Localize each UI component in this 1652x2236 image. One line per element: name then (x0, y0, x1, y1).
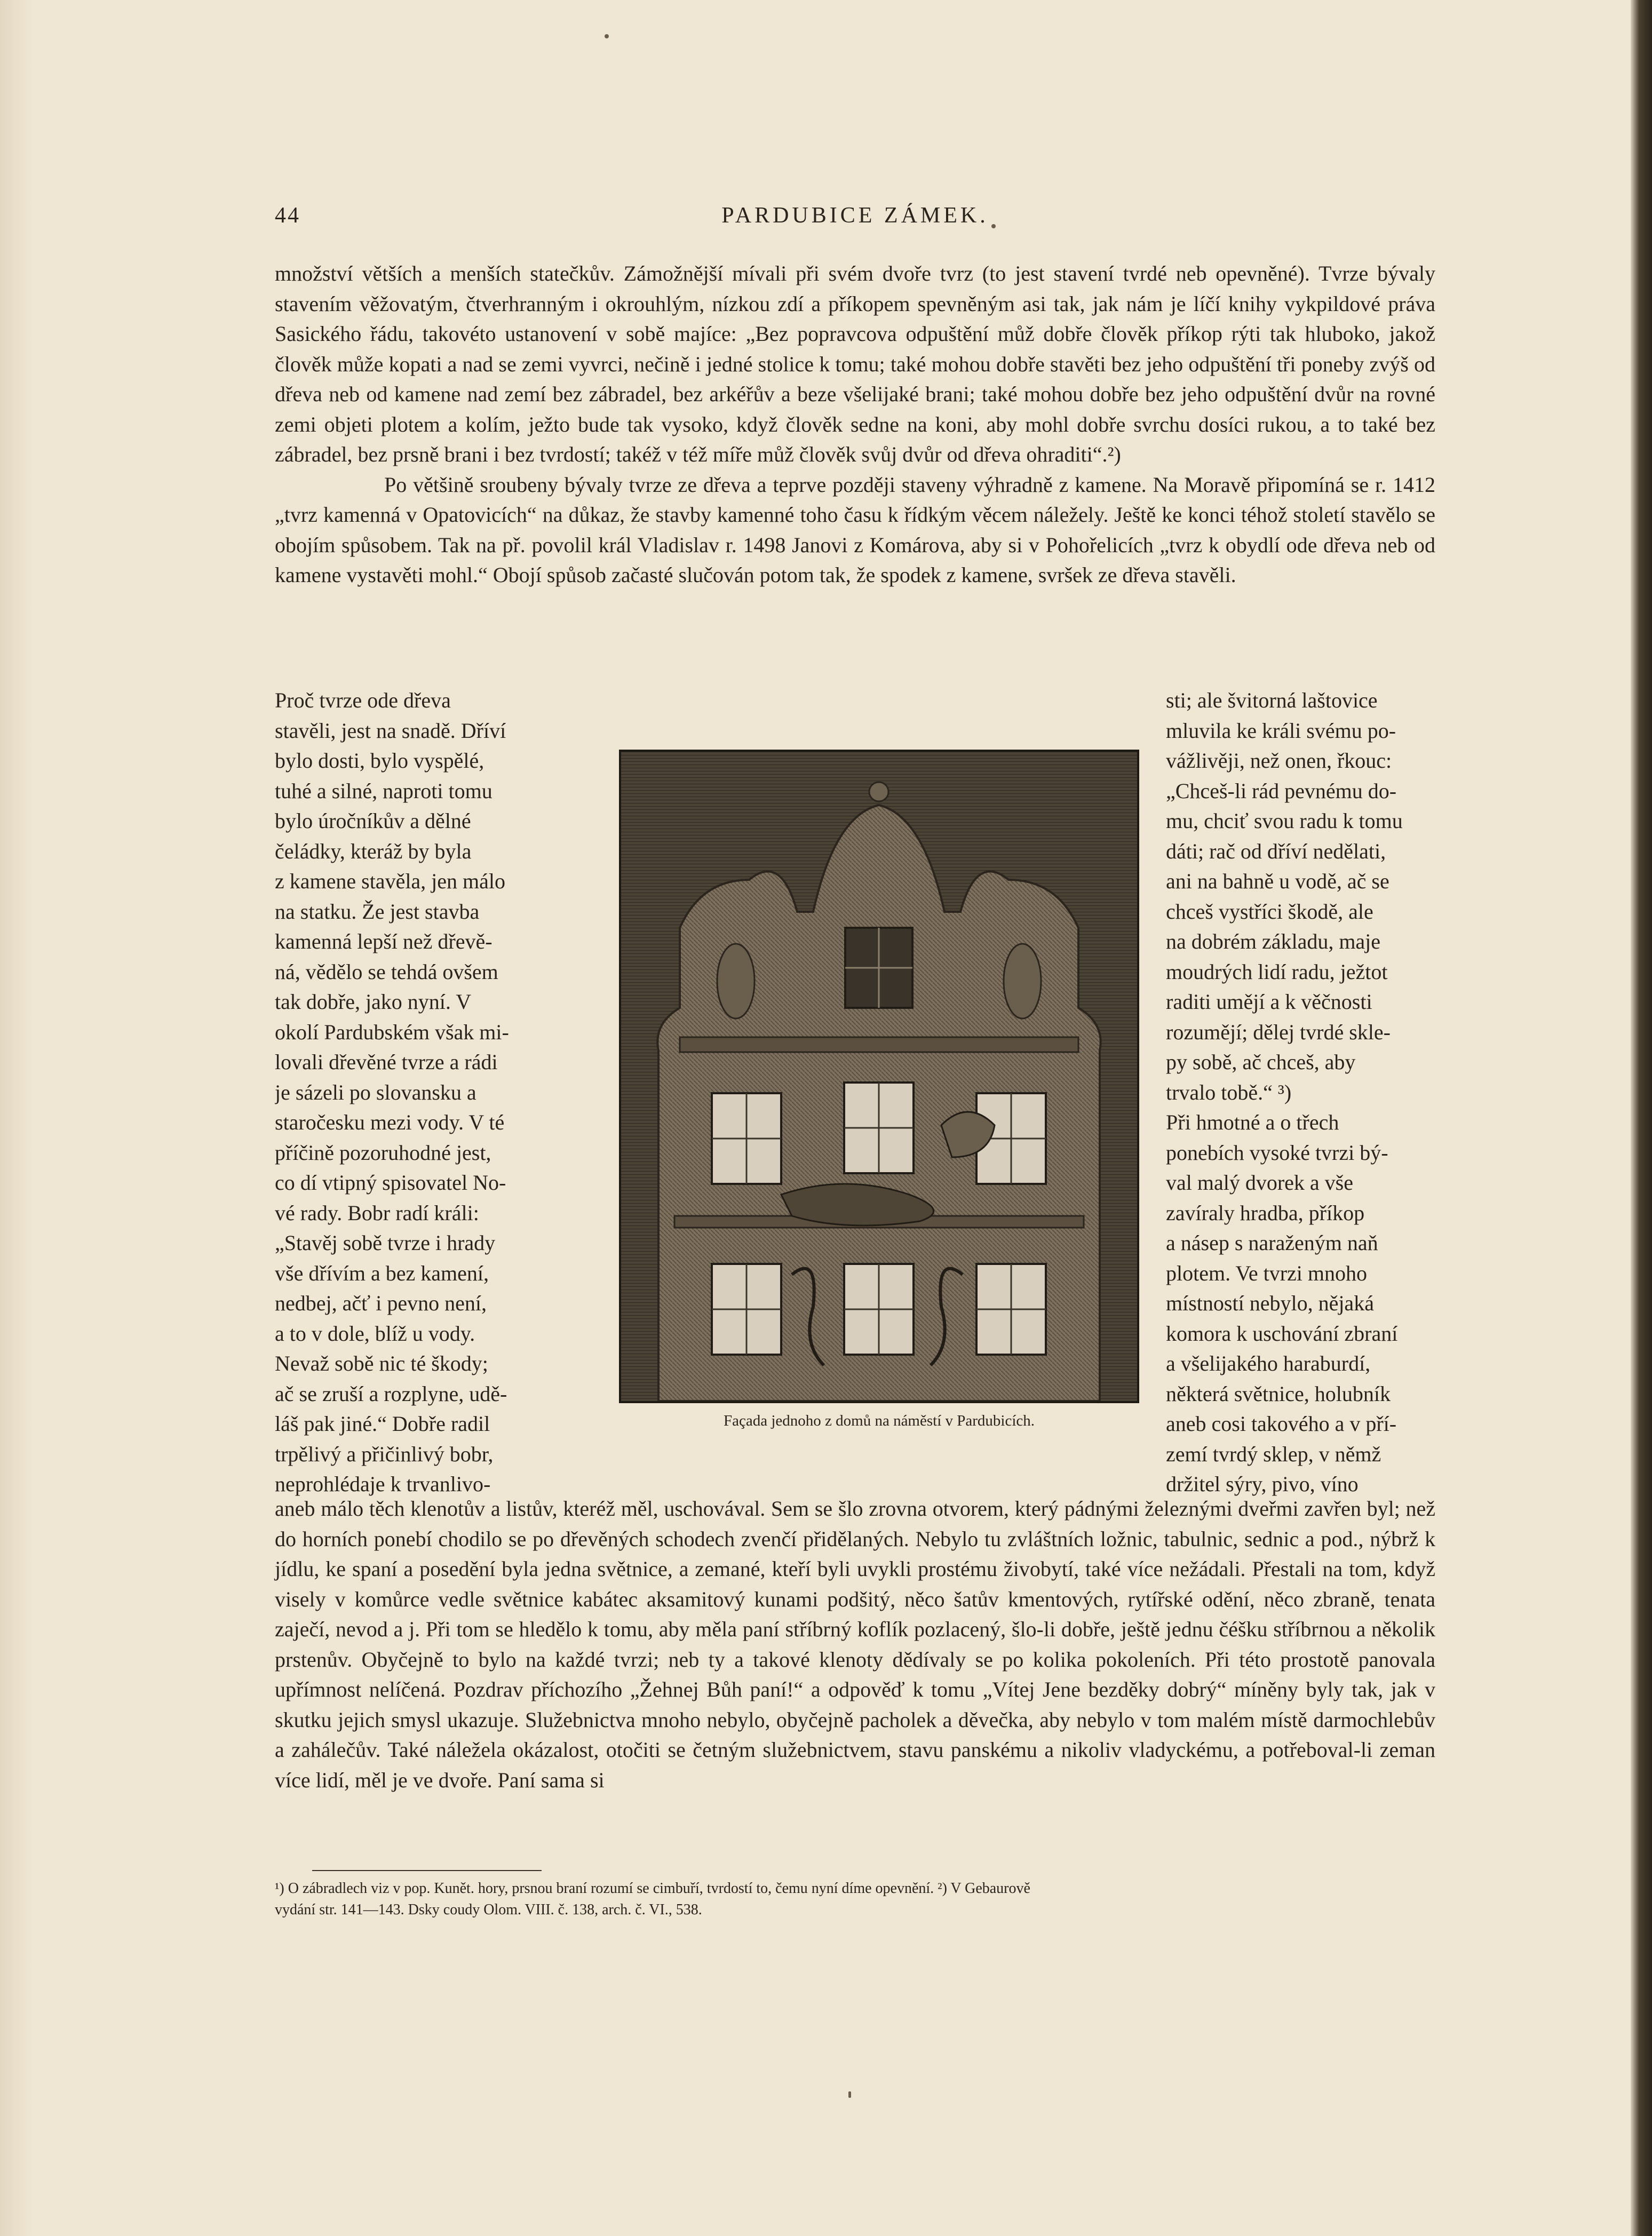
column-left-line: bylo úročníkův a dělné (275, 809, 471, 833)
column-right-line: ani na bahně u vodě, ač se (1166, 869, 1389, 893)
figure-caption: Façada jednoho z domů na náměstí v Pardubicích. (723, 1412, 1035, 1429)
column-right-line: vážlivěji, než onen, řkouc: (1166, 749, 1392, 773)
column-left-line: příčině pozoruhodné jest, (275, 1140, 491, 1165)
footnote-line-2: vydání str. 141—143. Dsky coudy Olom. VIII. č. 138, arch. č. VI., 538. (275, 1901, 702, 1918)
column-left-line: je sázeli po slovansku a (275, 1080, 476, 1104)
column-right-line: Při hmotné a o třech (1166, 1110, 1339, 1134)
column-right-line: na dobrém základu, maje (1166, 929, 1381, 953)
paper-speck (848, 2091, 851, 2098)
page-title: PARDUBICE ZÁMEK. (721, 203, 989, 228)
facade-engraving (619, 750, 1139, 1403)
footnote-line-1: ¹) O zábradlech viz v pop. Kunět. hory, prsnou braní rozumí se cimbuří, tvrdostí to, čemu nyní díme opevnění. ²) V Gebaurově (275, 1880, 1030, 1897)
column-right-line: a násep s naraženým naň (1166, 1231, 1378, 1255)
paragraph-3: aneb málo těch klenotův a listův, kteréž měl, uschovával. Sem se šlo zrovna otvorem, který pádnými železnými dveřmi zavřen byl; než do horních ponebí chodilo se po dřevěných schodech zvenčí přidělaných. Nebylo tu zvláštních ložnic, tabulnic, sednic a pod., nýbrž k jídlu, ke spaní a posedění byla jedna světnice, a zemané, kteří byli uvykli prostému živobytí, také více nežádali. Přestali na tom, když visely v komůrce vedle světnice kabátec aksamitový kunami podšitý, něco šatův kmentových, rytířské odění, něco zbraně, tenata zaječí, nevod a j. Při tom se hledělo k tomu, aby měla paní stříbrný koflík pozlacený, šlo-li dobře, ještě jednu čéšku stříbrnou a několik prstenův. Obyčejně to bylo na každé tvrzi; neb ty a takové klenoty dědívaly se po kolika pokoleních. Při této prostotě panovala upřímnost nelíčená. Pozdrav příchozího „Žehnej Bůh paní!“ a odpověď k tomu „Vítej Jene bezděky dobrý“ míněny byly tak, jak v skutku jejich smysl ukazuje. Služebnictva mnoho nebylo, obyčejně pacholek a děvečka, aby nebylo v tom malém místě darmochlebův a zahálečův. Také náležela okázalost, otočiti se četným služebnictvem, stavu panskému a nikoliv vladyckému, a potřeboval-li zeman více lidí, měl je ve dvoře. Paní sama si (275, 1497, 1435, 1792)
column-right-line: rozumějí; dělej tvrdé skle- (1166, 1020, 1391, 1044)
column-left-line: bylo dosti, bylo vyspělé, (275, 749, 485, 773)
page-gutter-shade (0, 0, 32, 2236)
column-right-line: chceš vystříci škodě, ale (1166, 899, 1373, 924)
footnotes (275, 1878, 1435, 1921)
column-left-line: čeládky, kteráž by byla (275, 839, 472, 863)
column-right-line: ponebích vysoké tvrzi bý- (1166, 1140, 1388, 1165)
column-left-line: ná, vědělo se tehdá ovšem (275, 959, 498, 984)
column-left-line: stavěli, jest na snadě. Dříví (275, 718, 506, 743)
facade-illustration (621, 752, 1137, 1401)
column-left-line: trpělivý a přičinlivý bobr, (275, 1442, 494, 1466)
column-left-line: na statku. Že jest stavba (275, 899, 480, 924)
column-right-line: trvalo tobě.“ ³) (1166, 1080, 1292, 1104)
column-right-line: aneb cosi takového a v pří- (1166, 1412, 1397, 1436)
column-right-line: plotem. Ve tvrzi mnoho (1166, 1261, 1367, 1285)
column-right-line: „Chceš-li rád pevnému do- (1166, 778, 1397, 803)
column-left-line: a to v dole, blíž u vody. (275, 1321, 475, 1346)
column-right-line: komora k uschování zbraní (1166, 1321, 1398, 1346)
paper-speck (605, 34, 609, 38)
column-left-line: okolí Pardubském však mi- (275, 1020, 509, 1044)
column-left-line: vše dřívím a bez kamení, (275, 1261, 489, 1285)
paper-speck (991, 224, 996, 228)
column-right-line: py sobě, ač chceš, aby (1166, 1050, 1356, 1074)
column-right-line: zavíraly hradba, příkop (1166, 1200, 1365, 1225)
column-left (275, 686, 558, 1500)
column-left-line: ač se zruší a rozplyne, udě- (275, 1381, 507, 1406)
column-left-line: tuhé a silné, naproti tomu (275, 778, 493, 803)
column-left-line: neprohlédaje k trvanlivo- (275, 1472, 491, 1496)
column-right (1166, 686, 1435, 1500)
running-header (275, 203, 1435, 235)
column-left-line: kamenná lepší než dřevě- (275, 929, 493, 953)
column-left-line: staročesku mezi vody. V té (275, 1110, 505, 1134)
column-right-line: mluvila ke králi svému po- (1166, 718, 1396, 743)
paragraph-1: množství větších a menších statečkův. Zámožnější mívali při svém dvoře tvrz (to jest stavení tvrdé neb opevněné). Tvrze bývaly stavením věžovatým, čtverhranným i okrouhlým, nízkou zdí a příkopem spevněným asi tak, jak nám je líčí knihy vykpildové práva Sasického řádu, takovéto ustanovení v sobě majíce: „Bez popravcova odpuštění můž dobře člověk příkop rýti tak hluboko, jakož člověk může kopati a nad se zemi vyvrci, nečině i jedné stolice k tomu; také mohou dobře stavěti bez jeho odpuštění tři poneby zvýš od dřeva neb od kamene nad zemí bez zábradel, bez arkéřův a beze všelijaké brani; také mohou dobře bez jeho odpuštění dvůr na rovné zemi objeti plotem a kolím, ježto bude tak vysoko, když člověk sedne na koni, aby mohl dobře svrchu dosíci rukou, a to také bez zábradel, bez prsně brani i bez tvrdostí; takéž v též míře můž člověk svůj dvůr od dřeva ohraditi“.²) (275, 261, 1435, 466)
column-left-line: „Stavěj sobě tvrze i hrady (275, 1231, 496, 1255)
page-number: 44 (275, 203, 300, 228)
column-right-line: místností nebylo, nějaká (1166, 1291, 1374, 1315)
column-right-line: některá světnice, holubník (1166, 1381, 1391, 1406)
column-left-line: láš pak jiné.“ Dobře radil (275, 1412, 490, 1436)
column-right-line: moudrých lidí radu, ježtot (1166, 959, 1388, 984)
book-edge (1631, 0, 1652, 2236)
column-right-line: dáti; rač od dříví nedělati, (1166, 839, 1386, 863)
column-right-line: zemí tvrdý sklep, v němž (1166, 1442, 1381, 1466)
column-right-line: val malý dvorek a vše (1166, 1171, 1353, 1195)
column-right-line: raditi umějí a k věčnosti (1166, 990, 1372, 1014)
column-left-line: Nevaž sobě nic té škody; (275, 1351, 488, 1375)
column-left-line: nedbej, ačť i pevno není, (275, 1291, 487, 1315)
column-left-line: Proč tvrze ode dřeva (275, 688, 451, 712)
body-text-top (275, 259, 1435, 591)
paragraph-2: Po většině sroubeny bývaly tvrze ze dřeva a teprve později staveny výhradně z kamene. Na Moravě připomíná se r. 1412 „tvrz kamenná v Opatovicích“ na důkaz, že stavby kamenné toho času k řídkým věcem náležely. Ještě ke konci téhož století stavělo se obojím spůsobem. Tak na př. povolil král Vladislav r. 1498 Janovi z Komárova, aby si v Pohořelicích „tvrz k obydlí ode dřeva neb od kamene vystavěti mohl.“ Obojí spůsob začasté slučován potom tak, že spodek z kamene, svršek ze dřeva stavěli. (275, 472, 1435, 587)
footnote-rule (312, 1870, 542, 1871)
column-right-line: držitel sýry, pivo, víno (1166, 1472, 1359, 1496)
column-right-line: sti; ale švitorná laštovice (1166, 688, 1378, 712)
column-left-line: co dí vtipný spisovatel No- (275, 1171, 506, 1195)
column-left-line: lovali dřevěné tvrze a rádi (275, 1050, 498, 1074)
body-text-bottom (275, 1494, 1435, 1795)
figure (619, 750, 1139, 1427)
column-left-line: vé rady. Bobr radí králi: (275, 1200, 479, 1225)
column-left-line: z kamene stavěla, jen málo (275, 869, 506, 893)
column-right-line: mu, chciť svou radu k tomu (1166, 809, 1403, 833)
column-left-line: tak dobře, jako nyní. V (275, 990, 472, 1014)
column-right-line: a všelijakého haraburdí, (1166, 1351, 1371, 1375)
